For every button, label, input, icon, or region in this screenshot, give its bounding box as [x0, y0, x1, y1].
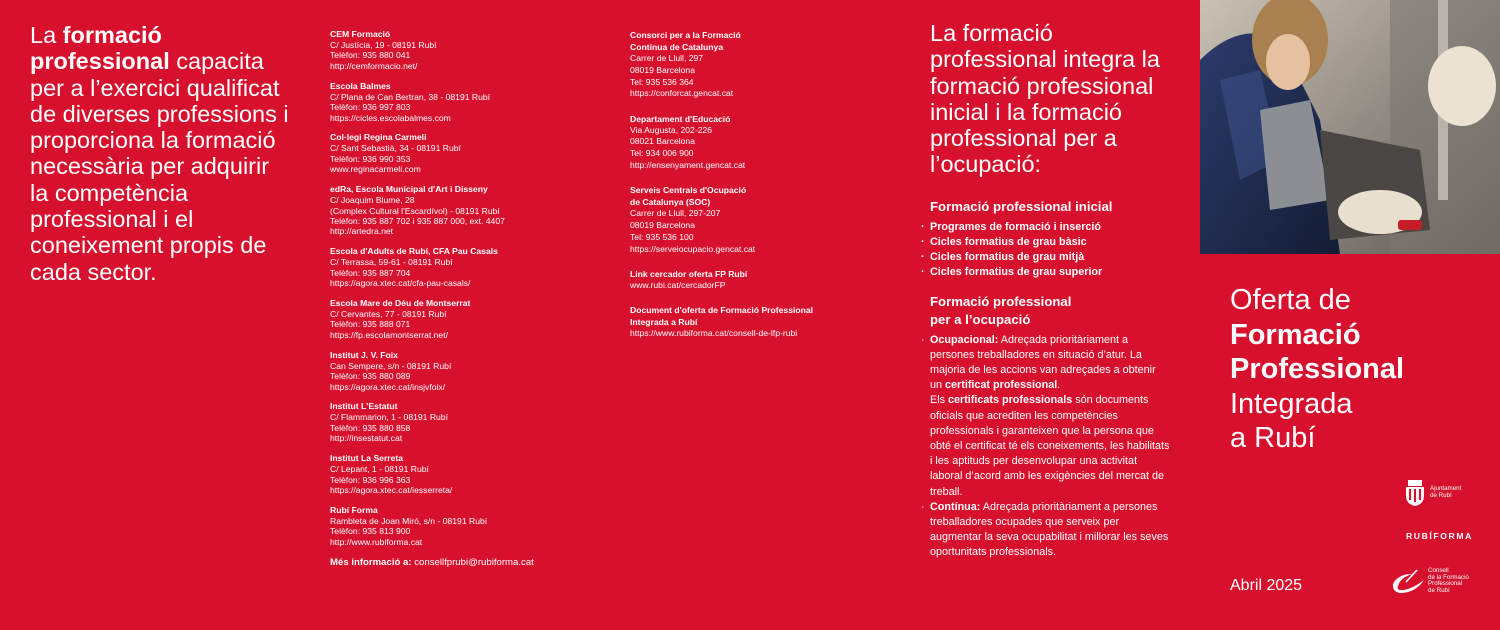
contact-name: Departament d'Educació [630, 113, 731, 124]
ocupacio-title: Formació professional per a l’ocupació [930, 293, 1072, 327]
contact-name: Link cercador oferta FP Rubí [630, 269, 748, 280]
ajuntament-shield-icon [1404, 480, 1426, 506]
contact-entry [330, 505, 600, 547]
contact-link[interactable]: www.rubi.cat/cercadorFP [630, 280, 726, 291]
contact-line: Tel: 934 006 900 [630, 148, 694, 159]
contact-line: Tel: 935 536 100 [630, 231, 694, 242]
contact-line: C/ Terrassa, 59-61 - 08191 Rubí [330, 257, 453, 268]
contact-line: Rambleta de Joan Miró, s/n - 08191 Rubí [330, 515, 488, 526]
contact-name: Institut L'Estatut [330, 401, 398, 412]
student-workshop-illustration [1200, 0, 1500, 254]
contact-entry [630, 268, 900, 292]
integra-text: La formació professional integra la formació professional inicial i la formació professional per a l’ocupació: [930, 20, 1160, 178]
cover-title-line4: Integrada [1230, 387, 1353, 420]
contact-link[interactable]: http://cemformacio.net/ [330, 60, 418, 71]
cover-title-line1: Oferta de [1230, 284, 1351, 316]
intro-text-2: capacita per a l’exercici qualificat de diverses professions i proporciona la formació necessària per adquirir la competència professional i el coneixement propis de cada sector. [30, 48, 289, 285]
contacts-institutions-list [630, 29, 900, 340]
certificats-bold: certificats professionals [948, 394, 1073, 407]
contact-entry [330, 184, 600, 237]
more-info-label: Més informació a: [330, 556, 412, 568]
contact-line: Telèfon: 935 880 041 [330, 50, 411, 61]
cover-photo [1200, 0, 1500, 254]
contact-name: Escola Mare de Déu de Montserrat [330, 298, 471, 308]
ocupacional-label: Ocupacional: [930, 333, 999, 346]
contact-link[interactable]: https://fp.escolamontserrat.net/ [330, 329, 448, 340]
rubiforma-logo: RUBÍFORMA [1406, 531, 1473, 541]
cover-title-line3: Professional [1230, 353, 1405, 385]
contact-link[interactable]: http://artedra.net [330, 226, 394, 237]
contact-line: C/ Flammarion, 1 - 08191 Rubí [330, 412, 448, 423]
contact-line: Telèfon: 935 887 702 i 935 887 000, ext. 4407 [330, 215, 505, 226]
contact-entry [630, 113, 900, 172]
contact-link[interactable]: https://cicles.escolabalmes.com [330, 112, 451, 123]
contact-name: edRa, Escola Municipal d'Art i Disseny [330, 184, 488, 195]
contact-line: Telèfon: 936 996 363 [330, 474, 411, 485]
contact-name: Institut J. V. Foix [330, 349, 398, 360]
cover-title-block [1230, 283, 1480, 456]
els: Els [930, 394, 948, 407]
contacts-local-list [330, 29, 600, 547]
contact-line: C/ Plana de Can Bertran, 38 - 08191 Rubí [330, 91, 491, 102]
inicial-list [930, 220, 1180, 281]
cover-title-line5: a Rubí [1230, 422, 1316, 454]
contact-name: Col·legi Regina Carmeli [330, 132, 427, 143]
consell-logo [1390, 568, 1469, 594]
contact-line: 08021 Barcelona [630, 136, 695, 147]
intro-text-bold: formació professional [30, 22, 170, 75]
contact-line: C/ Cervantes, 77 - 08191 Rubí [330, 309, 447, 319]
contact-link[interactable]: http://www.rubiforma.cat [330, 536, 423, 547]
contact-entry [330, 453, 600, 495]
contact-entry [330, 246, 600, 288]
contacts-institutions-column [630, 29, 900, 353]
contact-line: 08019 Barcelona [630, 220, 695, 231]
contact-line: Via Augusta, 202-226 [630, 124, 713, 135]
contact-line: Telèfon: 936 997 803 [330, 102, 411, 113]
contact-name: Document d'oferta de Formació Professional Integrada a Rubí [630, 305, 814, 328]
contact-line: Carrer de Llull, 297 [630, 53, 704, 63]
continua-text: Adreçada prioritàriament a persones treballadores ocupades que serveix per augmentar la seva ocupabilitat i millorar les seves oportunitats professionals. [930, 500, 1169, 559]
contact-line: C/ Justícia, 19 - 08191 Rubí [330, 40, 437, 50]
period: . [1057, 379, 1061, 392]
contact-line: 08019 Barcelona [630, 64, 695, 75]
ocupacional-text: Adreçada prioritàriament a persones treballadores en situació d’atur. La majoria de les accions van adreçades a obtenir un [930, 333, 1156, 392]
continua-item [930, 500, 1170, 561]
contact-line: Tel: 935 536 364 [630, 76, 694, 87]
cover-title [1230, 283, 1480, 456]
contact-name: Institut La Serreta [330, 453, 404, 464]
contact-entry [630, 184, 900, 255]
publication-date: Abril 2025 [1230, 577, 1303, 594]
inicial-item: · Programes de formació i inserció [930, 220, 1180, 235]
contact-name: Rubí Forma [330, 504, 378, 515]
contact-entry [330, 350, 600, 392]
contact-line: Can Sempere, s/n - 08191 Rubí [330, 360, 452, 371]
inicial-item: · Cicles formatius de grau bàsic [930, 235, 1180, 250]
continua-label: Contínua: [930, 500, 981, 513]
contact-name: CEM Formació [330, 29, 391, 39]
certificat-bold: certificat professional [945, 379, 1058, 392]
contacts-local-column [330, 29, 600, 568]
contact-line: C/ Lepant, 1 - 08191 Rubí [330, 464, 429, 475]
contact-link[interactable]: https://www.rubiforma.cat/consell-de-lfp-rubi [630, 328, 798, 339]
contact-line: C/ Sant Sebastià, 34 - 08191 Rubí [330, 143, 461, 154]
contact-name: Consorci per a la Formació Contínua de Catalunya [630, 30, 741, 52]
contact-line: Carrer de Llull, 297-207 [630, 208, 721, 219]
contact-line: Telèfon: 936 990 353 [330, 153, 411, 164]
contact-entry [330, 132, 600, 174]
inicial-item: · Cicles formatius de grau mitjà [930, 250, 1180, 265]
more-info [330, 557, 600, 568]
contact-link[interactable]: http://insestatut.cat [330, 433, 403, 444]
contact-link[interactable]: https://conforcat.gencat.cat [630, 88, 734, 99]
more-info-email[interactable]: consellfprubi@rubiforma.cat [414, 556, 534, 568]
contact-line: Telèfon: 935 813 900 [330, 526, 411, 537]
contact-line: Telèfon: 935 880 089 [330, 371, 411, 382]
contact-link[interactable]: http://ensenyament.gencat.cat [630, 160, 746, 171]
contact-entry [630, 304, 900, 340]
contact-line: C/ Joaquim Blume, 28 [330, 195, 415, 206]
intro-text-1: La [30, 22, 63, 48]
contact-entry [330, 81, 600, 123]
contact-link[interactable]: https://serveiocupacio.gencat.cat [630, 243, 756, 254]
contact-entry [330, 29, 600, 71]
inicial-title: Formació professional inicial [930, 198, 1113, 214]
certificats-text: són documents oficials que acrediten les competències professionals i garanteixen que la persona que obté el certificat té els coneixements, les habilitats i les aptituds per desenvolupar una activitat laboral d’acord amb les exigències del mercat de treball. [930, 394, 1170, 498]
contact-name: Serveis Centrals d'Ocupació de Catalunya (SOC) [630, 185, 747, 208]
intro-text [30, 22, 290, 285]
consell-swoosh-icon [1390, 568, 1426, 594]
consell-text: Consell de la Formació Professional de Rubí [1428, 567, 1469, 594]
contact-link[interactable]: https://agora.xtec.cat/iesserreta/ [330, 484, 453, 495]
contact-name: Escola Balmes [330, 80, 391, 91]
contact-entry [630, 29, 900, 100]
contact-line: (Complex Cultural l'Escardívol) - 08191 Rubí [330, 205, 500, 216]
inicial-item: · Cicles formatius de grau superior [930, 265, 1180, 280]
contact-entry [330, 401, 600, 443]
contact-name: Escola d'Adults de Rubí, CFA Pau Casals [330, 246, 498, 257]
contact-link[interactable]: www.reginacarmeli.com [330, 164, 421, 175]
ocupacional-item [930, 333, 1170, 500]
contact-link[interactable]: https://agora.xtec.cat/insjvfoix/ [330, 381, 446, 392]
contact-line: Telèfon: 935 880 858 [330, 422, 411, 433]
contact-link[interactable]: https://agora.xtec.cat/cfa-pau-casals/ [330, 278, 471, 289]
ocupacio-list [930, 333, 1180, 561]
contact-entry [330, 298, 600, 340]
integra-column [930, 20, 1180, 561]
ajuntament-text: Ajuntament de Rubí [1430, 485, 1462, 499]
intro-column [30, 22, 290, 285]
contact-line: Telèfon: 935 888 071 [330, 319, 411, 330]
ajuntament-logo [1404, 480, 1461, 506]
cover-title-line2: Formació [1230, 318, 1361, 351]
contact-line: Telèfon: 935 887 704 [330, 267, 411, 278]
